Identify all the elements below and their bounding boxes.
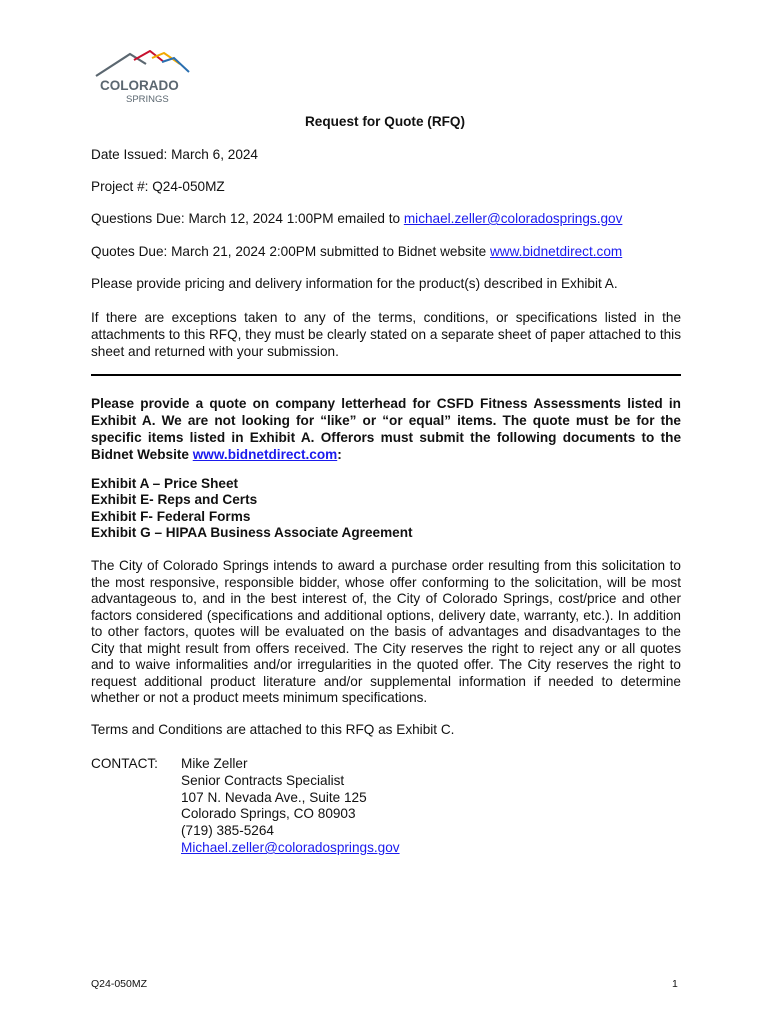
exhibit-item: Exhibit F- Federal Forms <box>91 508 251 524</box>
footer-page-number: 1 <box>672 978 678 990</box>
page-title: Request for Quote (RFQ) <box>304 114 466 129</box>
contact-email-link[interactable]: Michael.zeller@coloradosprings.gov <box>181 839 400 855</box>
contact-address-line1: 107 N. Nevada Ave., Suite 125 <box>181 789 367 805</box>
pricing-instructions: Please provide pricing and delivery information for the product(s) described in Exhibit A. <box>91 276 618 291</box>
exhibit-list <box>91 476 413 541</box>
instructions-text: Please provide a quote on company letterhead for CSFD Fitness Assessments listed in Exhibit A. We are not looking for “like” or “or equal” items. The quote must be for the specific items listed in Exhibit A. Offerors must submit the following documents to the Bidnet Website <box>91 396 681 462</box>
footer-doc-id: Q24-050MZ <box>91 978 148 990</box>
award-paragraph: The City of Colorado Springs intends to award a purchase order resulting from this solicitation to the most responsive, responsible bidder, whose offer conforming to the solicitation, will be most advantageous to, and in the best interest of, the City of Colorado Springs, cost/price and other factors considered (specifications and additional options, delivery date, warranty, etc.). In addition to other factors, quotes will be evaluated on the basis of advantages and disadvantages to the City that might result from offers received. The City reserves the right to reject any or all quotes and to waive informalities and/or irregularities in the quoted offer. The City reserves the right to request additional product literature and/or supplemental information if needed to determine whether or not a product meets minimum specifications. <box>91 558 681 705</box>
quotes-due-text: Quotes Due: March 21, 2024 2:00PM submitted to Bidnet website <box>91 244 490 259</box>
bidnet-link[interactable]: www.bidnetdirect.com <box>489 244 623 259</box>
exceptions-paragraph: If there are exceptions taken to any of the terms, conditions, or specifications listed in the attachments to this RFQ, they must be clearly stated on a separate sheet of paper attached to this sheet and returned with your submission. <box>91 310 681 359</box>
colorado-springs-logo <box>92 50 192 104</box>
instructions-suffix: : <box>337 447 342 462</box>
contact-title: Senior Contracts Specialist <box>181 772 345 788</box>
contact-phone: (719) 385-5264 <box>181 823 274 839</box>
exhibit-item: Exhibit E- Reps and Certs <box>91 492 258 508</box>
logo-line1: COLORADO <box>100 78 179 93</box>
instructions-paragraph <box>91 395 681 463</box>
quotes-due <box>91 244 622 259</box>
divider <box>91 374 681 376</box>
contact-name: Mike Zeller <box>181 756 248 771</box>
project-number: Project #: Q24-050MZ <box>91 179 225 194</box>
contact-address-line2: Colorado Springs, CO 80903 <box>181 806 356 822</box>
instructions-bidnet-link[interactable]: www.bidnetdirect.com <box>192 447 338 462</box>
exhibit-item: Exhibit G – HIPAA Business Associate Agreement <box>91 524 413 540</box>
questions-due-text: Questions Due: March 12, 2024 1:00PM emailed to <box>91 211 404 226</box>
contact-label: CONTACT: <box>91 756 158 771</box>
date-issued: Date Issued: March 6, 2024 <box>91 147 258 162</box>
logo-line2: SPRINGS <box>126 94 169 104</box>
contact-details <box>181 756 400 857</box>
mountain-icon <box>96 51 189 76</box>
questions-email-link[interactable]: michael.zeller@coloradosprings.gov <box>403 211 623 226</box>
terms-statement: Terms and Conditions are attached to this RFQ as Exhibit C. <box>91 722 455 737</box>
exhibit-item: Exhibit A – Price Sheet <box>91 476 239 491</box>
questions-due <box>91 211 622 226</box>
